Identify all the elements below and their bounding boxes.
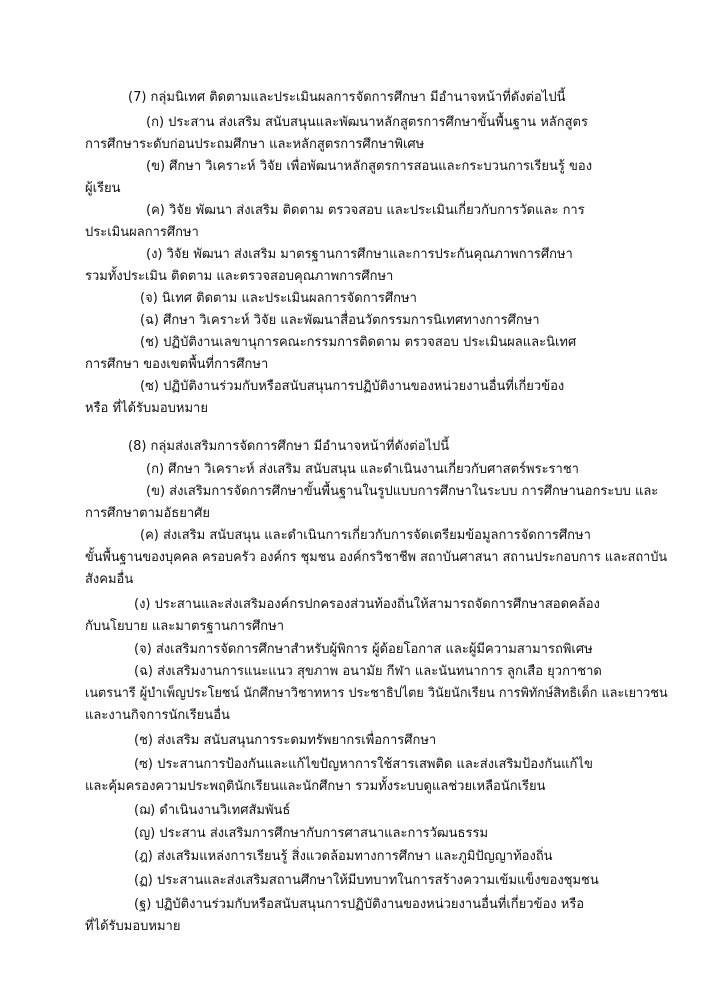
s8-item-yo-ying: (ญ) ประสาน ส่งเสริมการศึกษากับการศาสนาและการวัฒนธรรม bbox=[134, 826, 489, 841]
s8-item-tho-than-cont: ที่ได้รับมอบหมาย bbox=[85, 919, 181, 934]
s8-item-kho-khwai-cont2: สังคมอื่น bbox=[85, 572, 134, 587]
s7-item-kho-khwai-cont: ประเมินผลการศึกษา bbox=[85, 225, 199, 240]
s7-item-so-cont: หรือ ที่ได้รับมอบหมาย bbox=[85, 401, 208, 416]
s8-item-kho-khwai: (ค) ส่งเสริม สนับสนุน และดำเนินการเกี่ยวกับการจัดเตรียมข้อมูลการจัดการศึกษา bbox=[140, 528, 591, 543]
s7-item-cho-chang: (ช) ปฏิบัติงานเลขานุการคณะกรรมการติดตาม ตรวจสอบ ประเมินผลและนิเทศ bbox=[140, 335, 577, 350]
s7-item-chho: (ฉ) ศึกษา วิเคราะห์ วิจัย และพัฒนาสื่อนวัตกรรมการนิเทศทางการศึกษา bbox=[140, 313, 540, 328]
s8-item-kho: (ข) ส่งเสริมการจัดการศึกษาขั้นพื้นฐานในรูปแบบการศึกษาในระบบ การศึกษานอกระบบ และ bbox=[146, 484, 659, 499]
s8-item-ngo: (ง) ประสานและส่งเสริมองค์กรปกครองส่วนท้องถิ่นให้สามารถจัดการศึกษาสอดคล้อง bbox=[134, 597, 600, 612]
s8-item-cho-chang: (ช) ส่งเสริม สนับสนุนการระดมทรัพยากรเพื่อการศึกษา bbox=[134, 733, 437, 748]
section-7-heading: (7) กลุ่มนิเทศ ติดตามและประเมินผลการจัดการศึกษา มีอำนาจหน้าที่ดังต่อไปนี้ bbox=[128, 90, 566, 105]
section-8-heading: (8) กลุ่มส่งเสริมการจัดการศึกษา มีอำนาจหน้าที่ดังต่อไปนี้ bbox=[128, 439, 450, 454]
s7-item-kho-cont: ผู้เรียน bbox=[85, 181, 121, 196]
s7-item-cho: (จ) นิเทศ ติดตาม และประเมินผลการจัดการศึกษา bbox=[140, 291, 417, 306]
s7-item-kho-khwai: (ค) วิจัย พัฒนา ส่งเสริม ติดตาม ตรวจสอบ และประเมินเกี่ยวกับการวัดและ การ bbox=[146, 203, 585, 218]
s7-item-cho-chang-cont: การศึกษา ของเขตพื้นที่การศึกษา bbox=[85, 357, 269, 372]
s8-item-kho-khwai-cont: ขั้นพื้นฐานของบุคคล ครอบครัว องค์กร ชุมชน องค์กรวิชาชีพ สถาบันศาสนา สถานประกอบการ และสถาบัน bbox=[85, 550, 668, 565]
s7-item-ko: (ก) ประสาน ส่งเสริม สนับสนุนและพัฒนาหลักสูตรการศึกษาขั้นพื้นฐาน หลักสูตร bbox=[146, 115, 588, 130]
s8-item-tho-than: (ฐ) ปฏิบัติงานร่วมกับหรือสนับสนุนการปฏิบัติงานของหน่วยงานอื่นที่เกี่ยวข้อง หรือ bbox=[134, 897, 585, 912]
s7-item-ngo: (ง) วิจัย พัฒนา ส่งเสริม มาตรฐานการศึกษาและการประกันคุณภาพการศึกษา bbox=[146, 247, 573, 262]
s8-item-cho-choe: (ฌ) ดำเนินงานวิเทศสัมพันธ์ bbox=[134, 803, 291, 818]
s8-item-to-patak: (ฏ) ประสานและส่งเสริมสถานศึกษาให้มีบทบาทในการสร้างความเข้มแข็งของชุมชน bbox=[134, 873, 599, 888]
s8-item-ngo-cont: กับนโยบาย และมาตรฐานการศึกษา bbox=[85, 619, 285, 634]
s8-item-kho-cont: การศึกษาตามอัธยาศัย bbox=[85, 506, 210, 521]
s8-item-chho-cont2: และงานกิจการนักเรียนอื่น bbox=[85, 708, 230, 723]
s8-item-chho-cont: เนตรนารี ผู้บำเพ็ญประโยชน์ นักศึกษาวิชาทหาร ประชาธิปไตย วินัยนักเรียน การพิทักษ์สิทธิเด็ก และเยาวชน bbox=[85, 686, 668, 701]
s7-item-so: (ซ) ปฏิบัติงานร่วมกับหรือสนับสนุนการปฏิบัติงานของหน่วยงานอื่นที่เกี่ยวข้อง bbox=[140, 379, 565, 394]
s8-item-so: (ซ) ประสานการป้องกันและแก้ไขปัญหาการใช้สารเสพติด และส่งเสริมป้องกันแก้ไข bbox=[134, 757, 593, 772]
s7-item-kho: (ข) ศึกษา วิเคราะห์ วิจัย เพื่อพัฒนาหลักสูตรการสอนและกระบวนการเรียนรู้ ของ bbox=[146, 159, 593, 174]
s8-item-cho: (จ) ส่งเสริมการจัดการศึกษาสำหรับผู้พิการ ผู้ด้อยโอกาส และผู้มีความสามารถพิเศษ bbox=[134, 642, 593, 657]
s8-item-so-cont: และคุ้มครองความประพฤตินักเรียนและนักศึกษา รวมทั้งระบบดูแลช่วยเหลือนักเรียน bbox=[85, 779, 546, 794]
s8-item-ko: (ก) ศึกษา วิเคราะห์ ส่งเสริม สนับสนุน และดำเนินงานเกี่ยวกับศาสตร์พระราชา bbox=[146, 462, 579, 477]
s8-item-chho: (ฉ) ส่งเสริมงานการแนะแนว สุขภาพ อนามัย กีฬา และนันทนาการ ลูกเสือ ยุวกาชาด bbox=[134, 664, 602, 679]
s7-item-ngo-cont: รวมทั้งประเมิน ติดตาม และตรวจสอบคุณภาพการศึกษา bbox=[85, 269, 394, 284]
s8-item-do-chada: (ฎ) ส่งเสริมแหล่งการเรียนรู้ สิ่งแวดล้อมทางการศึกษา และภูมิปัญญาท้องถิ่น bbox=[134, 849, 553, 864]
s7-item-ko-cont: การศึกษาระดับก่อนประถมศึกษา และหลักสูตรการศึกษาพิเศษ bbox=[85, 137, 425, 152]
